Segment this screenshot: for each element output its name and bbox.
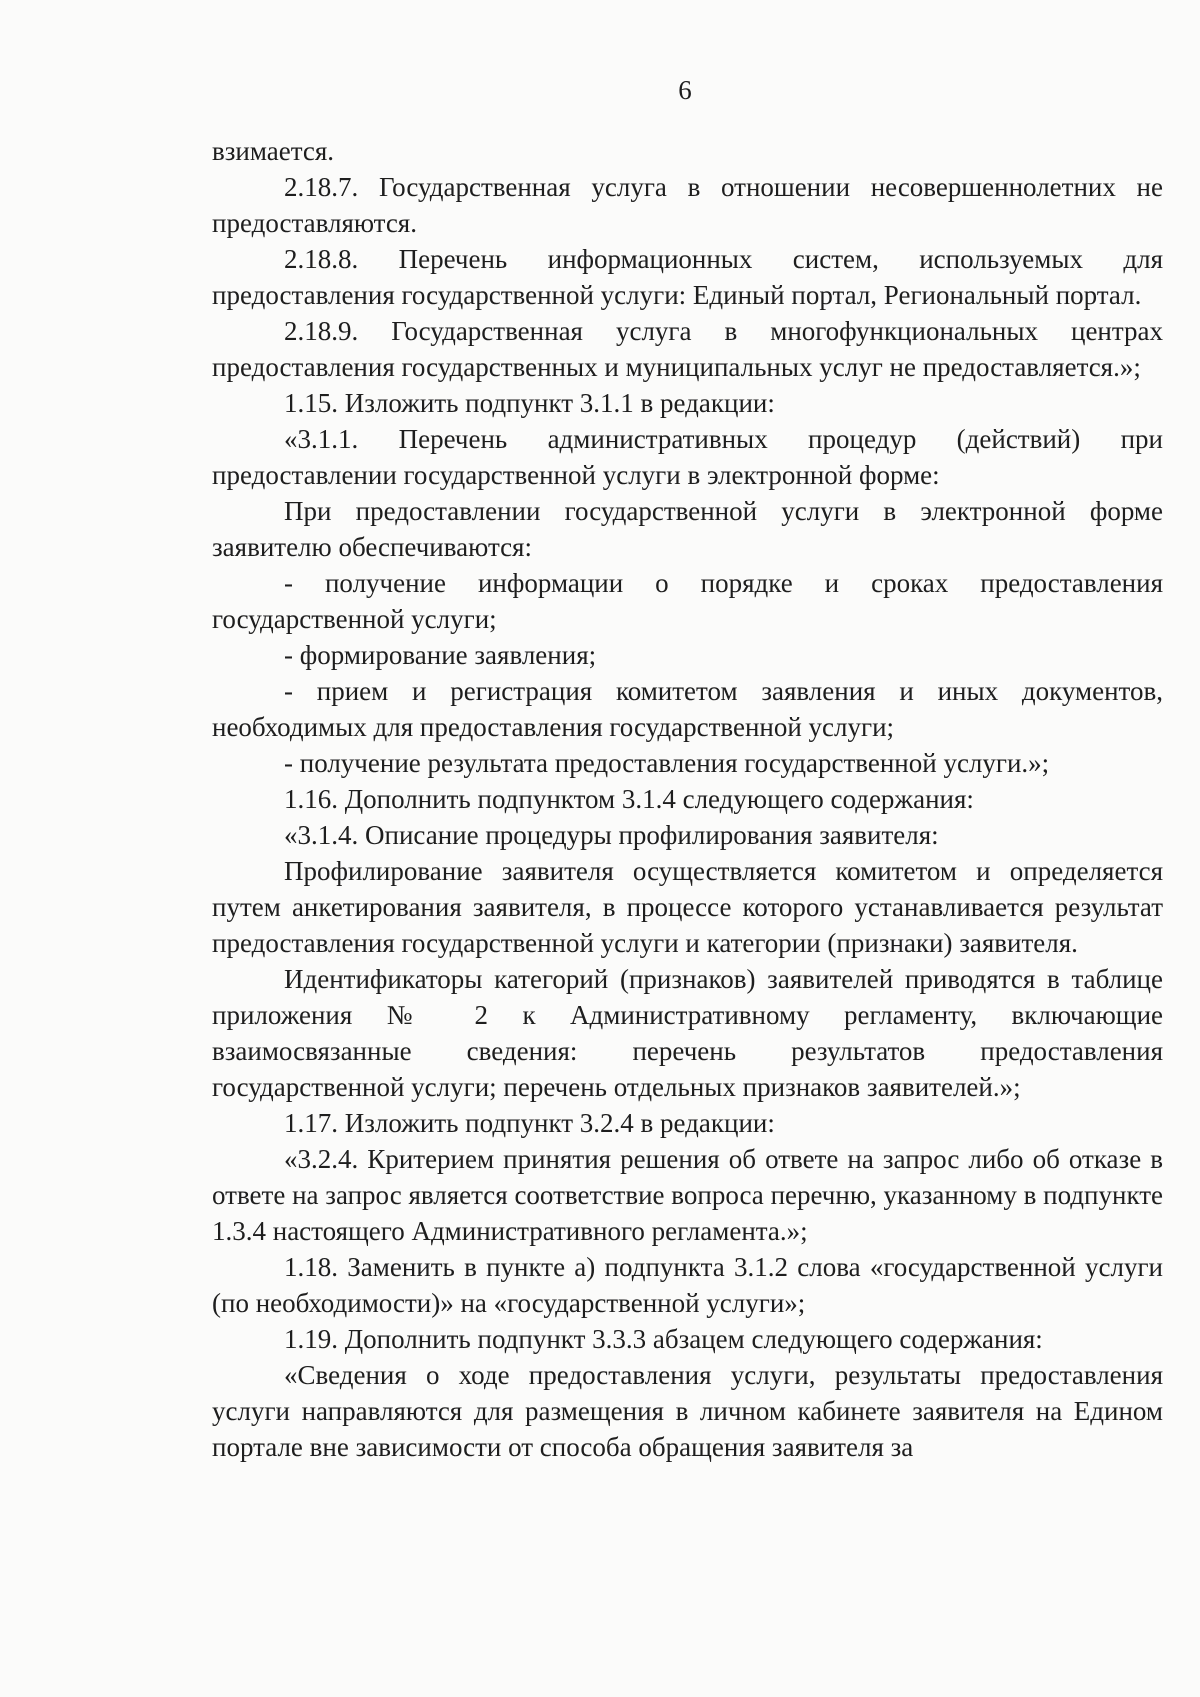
document-body: [212, 133, 1163, 1465]
paragraph: 1.15. Изложить подпункт 3.1.1 в редакции:: [284, 388, 775, 418]
list-item: - формирование заявления;: [284, 640, 597, 670]
list-item: - получение информации о порядке и сроках предоставления государственной услуги;: [212, 568, 1163, 634]
paragraph: «3.2.4. Критерием принятия решения об ответе на запрос либо об отказе в ответе на запрос является соответствие вопроса перечню, указанному в подпункте 1.3.4 настоящего Административного регламента.»;: [212, 1144, 1163, 1246]
paragraph: 1.19. Дополнить подпункт 3.3.3 абзацем следующего содержания:: [284, 1324, 1043, 1354]
paragraph: взимается.: [212, 136, 335, 166]
paragraph: 2.18.9. Государственная услуга в многофункциональных центрах предоставления государственных и муниципальных услуг не предоставляется.»;: [212, 316, 1163, 382]
list-item: - получение результата предоставления государственной услуги.»;: [284, 748, 1050, 778]
list-item: - прием и регистрация комитетом заявления и иных документов, необходимых для предоставления государственной услуги;: [212, 676, 1163, 742]
paragraph: 1.17. Изложить подпункт 3.2.4 в редакции:: [284, 1108, 775, 1138]
paragraph: 2.18.7. Государственная услуга в отношении несовершеннолетних не предоставляются.: [212, 172, 1163, 238]
paragraph: При предоставлении государственной услуги в электронной форме заявителю обеспечиваются:: [212, 496, 1163, 562]
paragraph: «Сведения о ходе предоставления услуги, результаты предоставления услуги направляются для размещения в личном кабинете заявителя на Едином портале вне зависимости от способа обращения заявителя за: [212, 1360, 1163, 1462]
paragraph: «3.1.4. Описание процедуры профилирования заявителя:: [284, 820, 939, 850]
paragraph: 1.18. Заменить в пункте а) подпункта 3.1.2 слова «государственной услуги (по необходимости)» на «государственной услуги»;: [212, 1252, 1163, 1318]
paragraph: Идентификаторы категорий (признаков) заявителей приводятся в таблице приложения № 2 к Административному регламенту, включающие взаимосвязанные сведения: перечень результатов предоставления государственной услуги; перечень отдельных признаков заявителей.»;: [212, 964, 1163, 1102]
paragraph: 2.18.8. Перечень информационных систем, используемых для предоставления государственной услуги: Единый портал, Региональный портал.: [212, 244, 1163, 310]
paragraph: 1.16. Дополнить подпунктом 3.1.4 следующего содержания:: [284, 784, 974, 814]
paragraph: Профилирование заявителя осуществляется комитетом и определяется путем анкетирования заявителя, в процессе которого устанавливается результат предоставления государственной услуги и категории (признаки) заявителя.: [212, 856, 1163, 958]
page-number: 6: [678, 75, 692, 105]
paragraph: «3.1.1. Перечень административных процедур (действий) при предоставлении государственной услуги в электронной форме:: [212, 424, 1163, 490]
